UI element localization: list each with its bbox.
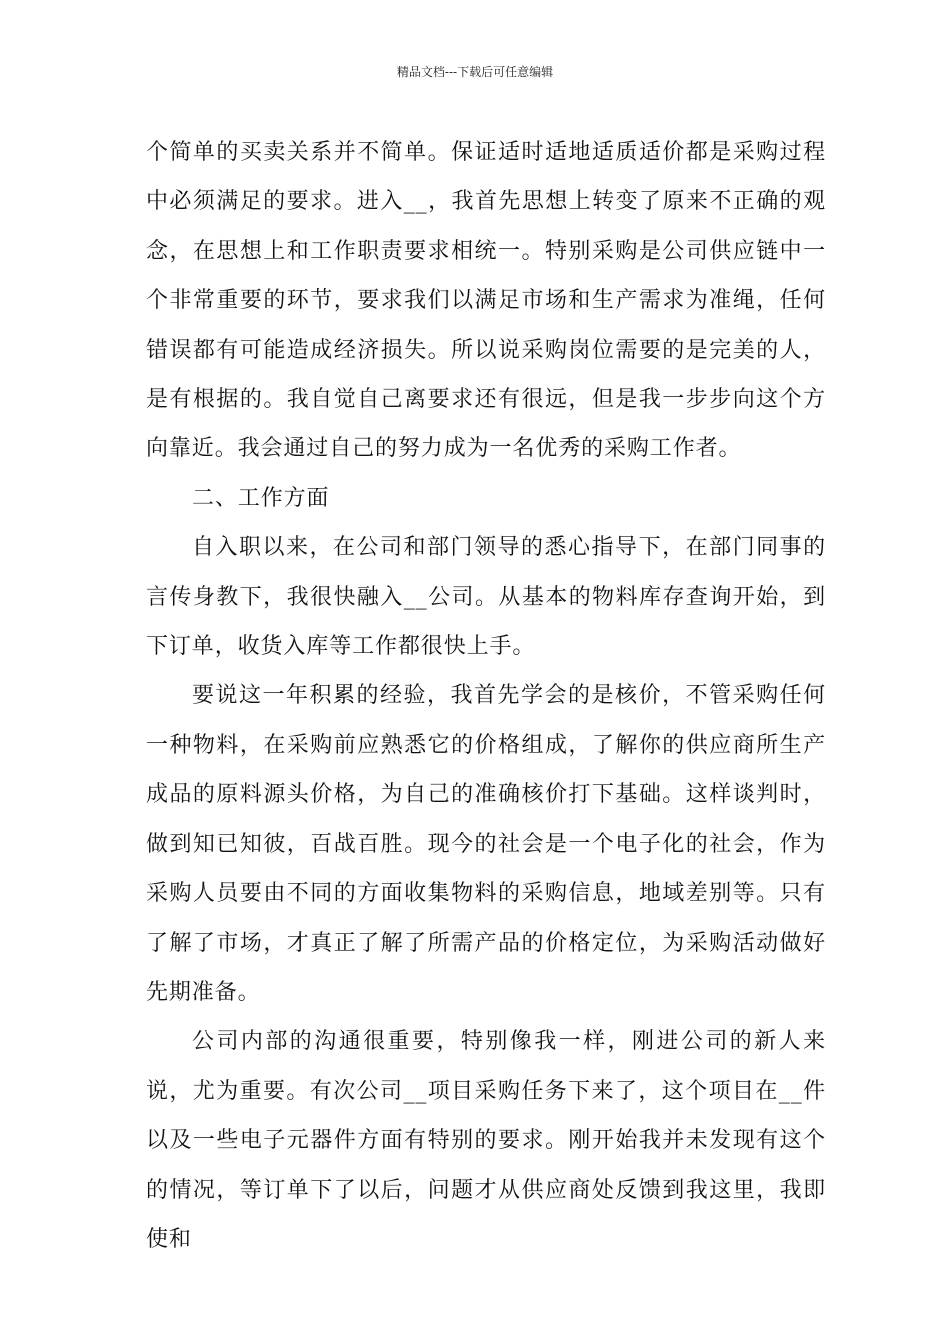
paragraph-continuation: 个简单的买卖关系并不简单。保证适时适地适质适价都是采购过程中必须满足的要求。进入__，我首先思想上转变了原来不正确的观念，在思想上和工作职责要求相统一。特别采购是公司供应链中一个非常重要的环节，要求我们以满足市场和生产需求为准绳，任何错误都有可能造成经济损失。所以说采购岗位需要的是完美的人，是有根据的。我自觉自己离要求还有很远，但是我一步步向这个方向靠近。我会通过自己的努力成为一名优秀的采购工作者。 (146, 140, 826, 462)
page-header: 精品文档---下载后可任意编辑 (396, 65, 554, 79)
paragraph-onboarding: 自入职以来，在公司和部门领导的悉心指导下，在部门同事的言传身教下，我很快融入__公司。从基本的物料库存查询开始，到下订单，收货入库等工作都很快上手。 (146, 535, 826, 660)
paragraph-pricing-experience: 要说这一年积累的经验，我首先学会的是核价，不管采购任何一种物料，在采购前应熟悉它的价格组成，了解你的供应商所生产成品的原料源头价格，为自己的准确核价打下基础。这样谈判时，做到知已知彼，百战百胜。现今的社会是一个电子化的社会，作为采购人员要由不同的方面收集物料的采购信息，地域差别等。只有了解了市场，才真正了解了所需产品的价格定位，为采购活动做好先期准备。 (146, 683, 826, 1005)
paragraph-internal-communication: 公司内部的沟通很重要，特别像我一样，刚进公司的新人来说，尤为重要。有次公司__项目采购任务下来了，这个项目在__件以及一些电子元器件方面有特别的要求。刚开始我并未发现有这个的情况，等订单下了以后，问题才从供应商处反馈到我这里，我即使和 (146, 1029, 826, 1252)
section-heading-work: 二、工作方面 (192, 485, 330, 511)
document-body (146, 128, 826, 1264)
